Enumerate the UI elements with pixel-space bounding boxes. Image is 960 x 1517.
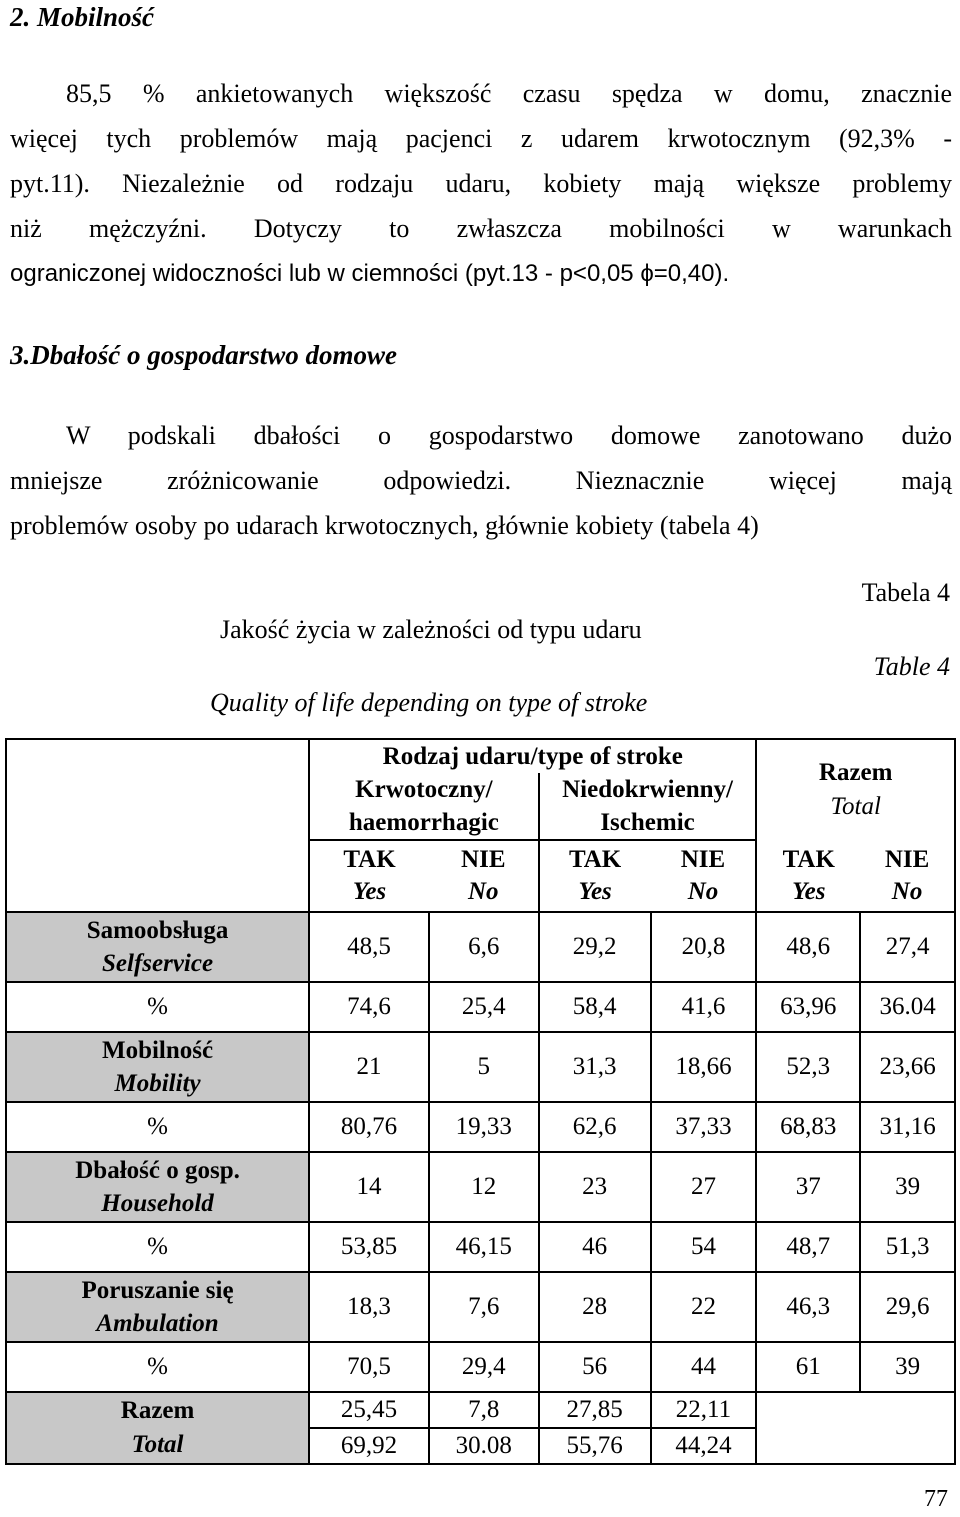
row-label-pl: Poruszanie się [81, 1277, 234, 1304]
row-label-en: Household [101, 1190, 214, 1217]
count-row [6, 1032, 955, 1102]
yes-header [756, 840, 860, 912]
table-cell: 80,76 [309, 1102, 429, 1152]
yes-label: TAK [343, 846, 396, 873]
total-header-en: Total [830, 793, 881, 820]
haemorrhagic-header [309, 773, 539, 840]
data-table [5, 738, 956, 1465]
table-cell: 53,85 [309, 1222, 429, 1272]
table-cell: 39 [860, 1152, 955, 1222]
table-cell: 54 [651, 1222, 757, 1272]
table-cell: 63,96 [756, 982, 860, 1032]
no-label-en: No [467, 878, 499, 905]
table-cell: 48,7 [756, 1222, 860, 1272]
total-row-label-en: Total [131, 1431, 184, 1458]
ischemic-header-pl: Niedokrwienny/ [562, 776, 733, 803]
table-cell: 61 [756, 1342, 860, 1392]
total-row [6, 1392, 955, 1428]
table-cell: 37,33 [651, 1102, 757, 1152]
no-header [429, 840, 539, 912]
table-cell: 36.04 [860, 982, 955, 1032]
yes-header [309, 840, 429, 912]
no-label: NIE [884, 845, 930, 873]
paragraph-line: problemów osoby po udarach krwotocznych, głównie kobiety (tabela 4) [10, 511, 759, 540]
table-cell: 5 [429, 1032, 539, 1102]
row-label [6, 1032, 309, 1102]
page-number: 77 [924, 1486, 948, 1512]
table-cell: 48,5 [309, 912, 429, 982]
table-cell: 68,83 [756, 1102, 860, 1152]
table-cell: 46,15 [429, 1222, 539, 1272]
table-cell: 27 [651, 1152, 757, 1222]
paragraph-line: niż mężczyźni. Dotyczy to zwłaszcza mobilności w warunkach [10, 214, 952, 243]
count-row [6, 912, 955, 982]
table-cell: 55,76 [539, 1428, 651, 1464]
row-label-pl: Dbałość o gosp. [75, 1157, 240, 1184]
row-label-pl: Samoobsługa [86, 917, 229, 944]
table-cell: 25,45 [309, 1392, 429, 1428]
total-row-label [6, 1392, 309, 1464]
row-label-pl: Mobilność [101, 1037, 214, 1064]
total-header [756, 739, 955, 840]
table-cell: 48,6 [756, 912, 860, 982]
no-label-en: No [891, 877, 923, 905]
percent-row [6, 1342, 955, 1392]
percent-row [6, 1222, 955, 1272]
total-row-label-pl: Razem [120, 1397, 195, 1424]
no-label: NIE [680, 846, 726, 873]
section-2-heading: 2. Mobilność [10, 2, 155, 32]
table-title-en: Quality of life depending on type of stroke [210, 688, 648, 717]
yes-label: TAK [782, 845, 835, 873]
yes-label-en: Yes [352, 878, 387, 905]
row-label-header [6, 739, 309, 912]
table-cell: 31,16 [860, 1102, 955, 1152]
row-label [6, 912, 309, 982]
empty-cell [756, 1392, 955, 1464]
table-cell: 27,4 [860, 912, 955, 982]
table-cell: 23,66 [860, 1032, 955, 1102]
row-label [6, 1152, 309, 1222]
table-cell: 62,6 [539, 1102, 651, 1152]
total-header-pl: Razem [818, 759, 893, 786]
table-cell: 25,4 [429, 982, 539, 1032]
table-cell: 29,6 [860, 1272, 955, 1342]
table-cell: 20,8 [651, 912, 757, 982]
table-cell: 7,6 [429, 1272, 539, 1342]
table-cell: 30.08 [429, 1428, 539, 1464]
table-cell: 29,2 [539, 912, 651, 982]
table-cell: 29,4 [429, 1342, 539, 1392]
percent-row [6, 1102, 955, 1152]
row-label [6, 1272, 309, 1342]
table-cell: 14 [309, 1152, 429, 1222]
table-cell: 12 [429, 1152, 539, 1222]
table-title-pl: Jakość życia w zależności od typu udaru [220, 615, 642, 644]
row-label: % [6, 982, 309, 1032]
table-cell: 19,33 [429, 1102, 539, 1152]
table-cell: 6,6 [429, 912, 539, 982]
paragraph-line: więcej tych problemów mają pacjenci z udarem krwotocznym (92,3% - [10, 124, 952, 153]
table-cell: 7,8 [429, 1392, 539, 1428]
table-cell: 23 [539, 1152, 651, 1222]
header-row [6, 739, 955, 773]
table-cell: 22 [651, 1272, 757, 1342]
no-header [860, 840, 955, 912]
table-label-en: Table 4 [873, 652, 950, 681]
yes-label: TAK [568, 846, 622, 873]
yes-header [539, 840, 651, 912]
table-cell: 18,3 [309, 1272, 429, 1342]
paragraph-line: 85,5 % ankietowanych większość czasu spędza w domu, znacznie [66, 79, 952, 108]
table-cell: 31,3 [539, 1032, 651, 1102]
row-label: % [6, 1102, 309, 1152]
table-cell: 39 [860, 1342, 955, 1392]
row-label-en: Ambulation [96, 1310, 219, 1337]
paragraph-line: mniejsze zróżnicowanie odpowiedzi. Nieznacznie więcej mają [10, 466, 952, 495]
table-cell: 41,6 [651, 982, 757, 1032]
no-header [651, 840, 757, 912]
row-label: % [6, 1222, 309, 1272]
table-cell: 46,3 [756, 1272, 860, 1342]
haemorrhagic-header-en: haemorrhagic [348, 809, 499, 836]
table-cell: 69,92 [309, 1428, 429, 1464]
table-cell: 44,24 [651, 1428, 757, 1464]
table-cell: 18,66 [651, 1032, 757, 1102]
table-cell: 74,6 [309, 982, 429, 1032]
row-label: % [6, 1342, 309, 1392]
section-3-heading: 3.Dbałość o gospodarstwo domowe [10, 340, 398, 370]
paragraph-line: W podskali dbałości o gospodarstwo domowe zanotowano dużo [66, 421, 952, 450]
table-cell: 51,3 [860, 1222, 955, 1272]
table-cell: 44 [651, 1342, 757, 1392]
table-cell: 37 [756, 1152, 860, 1222]
paragraph-line: ograniczonej widoczności lub w ciemności (pyt.13 - p<0,05 ϕ=0,40). [10, 260, 730, 287]
table-cell: 70,5 [309, 1342, 429, 1392]
table-cell: 46 [539, 1222, 651, 1272]
section-2-paragraph [10, 71, 952, 296]
count-row [6, 1272, 955, 1342]
haemorrhagic-header-pl: Krwotoczny/ [355, 776, 493, 803]
count-row [6, 1152, 955, 1222]
yes-label-en: Yes [792, 877, 826, 905]
stroke-type-header: Rodzaj udaru/type of stroke [309, 739, 756, 773]
row-label-en: Selfservice [102, 950, 214, 977]
table-cell: 27,85 [539, 1392, 651, 1428]
ischemic-header [539, 773, 757, 840]
table-label-pl: Tabela 4 [861, 578, 950, 607]
no-label: NIE [461, 846, 506, 873]
ischemic-header-en: Ischemic [600, 809, 695, 836]
row-label-en: Mobility [114, 1070, 201, 1097]
table-cell: 28 [539, 1272, 651, 1342]
table-cell: 21 [309, 1032, 429, 1102]
no-label-en: No [687, 878, 719, 905]
table-cell: 22,11 [651, 1392, 757, 1428]
table-cell: 58,4 [539, 982, 651, 1032]
section-3-paragraph [10, 413, 952, 548]
yes-label-en: Yes [578, 878, 612, 905]
percent-row [6, 982, 955, 1032]
table-cell: 56 [539, 1342, 651, 1392]
table-cell: 52,3 [756, 1032, 860, 1102]
paragraph-line: pyt.11). Niezależnie od rodzaju udaru, kobiety mają większe problemy [10, 169, 952, 198]
